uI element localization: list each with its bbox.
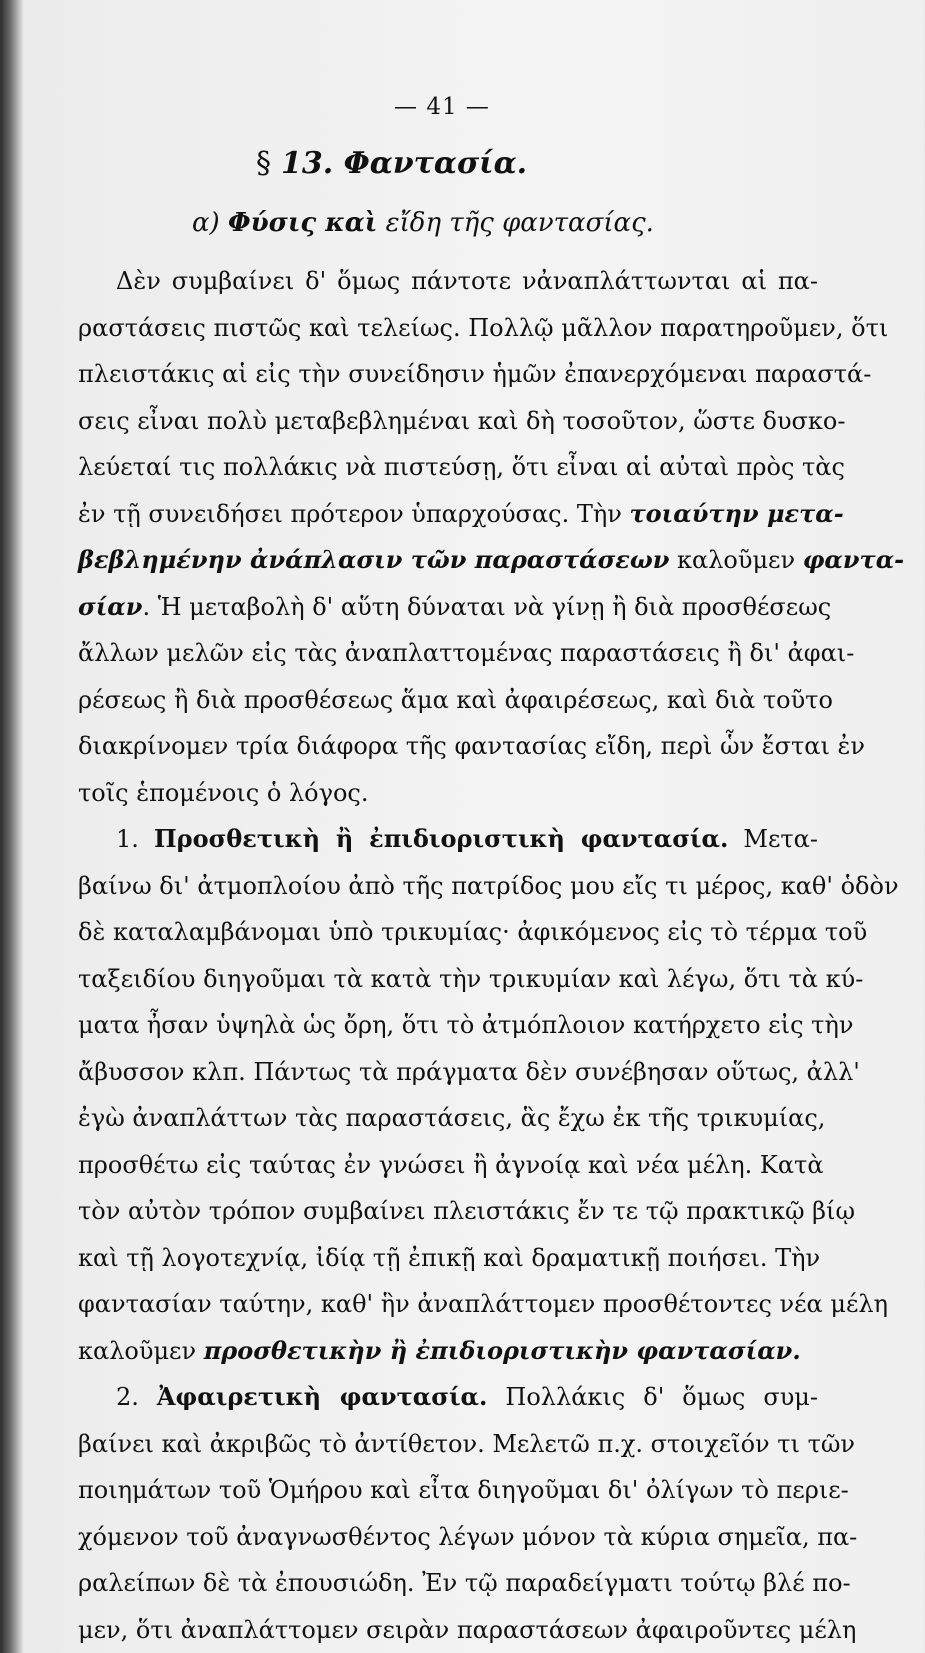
- text-line: [78, 537, 818, 584]
- text-line: ποιημάτων τοῦ Ὁμήρου καὶ εἶτα διηγοῦμαι δι' ὀλίγων τὸ περιε-: [78, 1467, 818, 1514]
- text-line: χόμενον τοῦ ἀναγνωσθέντος λέγων μόνον τὰ κύρια σημεῖα, πα-: [78, 1514, 818, 1561]
- subsection-title-bold: Φύσις καὶ: [228, 208, 377, 238]
- item-heading: Ἀφαιρετικὴ φαντασία.: [157, 1382, 487, 1411]
- text-run: Πολλάκις δ' ὅμως συμ-: [505, 1383, 818, 1411]
- text-line: [78, 816, 818, 863]
- item-number: 1.: [116, 825, 139, 853]
- text-line: πλειστάκις αἱ εἰς τὴν συνείδησιν ἡμῶν ἐπανερχόμεναι παραστά-: [78, 351, 818, 398]
- text-line: ματα ἦσαν ὑψηλὰ ὡς ὄρη, ὅτι τὸ ἀτμόπλοιον κατήρχετο εἰς τὴν: [78, 1002, 818, 1049]
- text-line: ἄλλων μελῶν εἰς τὰς ἀναπλαττομένας παραστάσεις ἢ δι' ἀφαι-: [78, 630, 818, 677]
- text-line: ταξειδίου διηγοῦμαι τὰ κατὰ τὴν τρικυμίαν καὶ λέγω, ὅτι τὰ κύ-: [78, 956, 818, 1003]
- text-line: βαίνω δι' ἀτμοπλοίου ἀπὸ τῆς πατρίδος μου εἴς τι μέρος, καθ' ὁδὸν: [78, 863, 818, 910]
- text-line: Δὲν συμβαίνει δ' ὅμως πάντοτε νἀναπλάττωνται αἱ πα-: [78, 258, 818, 305]
- body-text: [78, 258, 818, 1653]
- text-line: ρέσεως ἢ διὰ προσθέσεως ἅμα καὶ ἀφαιρέσεως, καὶ διὰ τοῦτο: [78, 677, 818, 724]
- text-line: σεις εἶναι πολὺ μεταβεβλημέναι καὶ δὴ τοσοῦτον, ὥστε δυσκο-: [78, 398, 818, 445]
- text-line: φαντασίαν ταύτην, καθ' ἣν ἀναπλάττομεν προσθέτοντες νέα μέλη: [78, 1281, 818, 1328]
- text-run: καλοῦμεν: [677, 546, 795, 574]
- emphasis-term: βεβλημένην ἀνάπλασιν τῶν παραστάσεων: [78, 545, 669, 574]
- text-line: [78, 1328, 818, 1375]
- section-heading: [256, 146, 527, 181]
- text-line: ραλείπων δὲ τὰ ἐπουσιώδη. Ἐν τῷ παραδείγματι τούτῳ βλέ πο-: [78, 1560, 818, 1607]
- text-line: τοῖς ἑπομένοις ὁ λόγος.: [78, 770, 818, 817]
- emphasis-term: σίαν: [78, 592, 142, 621]
- text-line: ἄβυσσον κλπ. Πάντως τὰ πράγματα δὲν συνέβησαν οὕτως, ἀλλ': [78, 1049, 818, 1096]
- emphasis-term: φαντα-: [803, 545, 904, 574]
- item-heading: Προσθετικὴ ἢ ἐπιδιοριστικὴ φαντασία.: [154, 824, 728, 853]
- subsection-title-rest: εἴδη τῆς φαντασίας.: [386, 208, 654, 238]
- emphasis-term: τοιαύτην μετα-: [629, 499, 843, 528]
- text-line: ἐγὼ ἀναπλάττων τὰς παραστάσεις, ἃς ἔχω ἐκ τῆς τρικυμίας,: [78, 1095, 818, 1142]
- subsection-marker: α): [192, 208, 220, 238]
- text-run: καλοῦμεν: [78, 1337, 196, 1365]
- text-line: [78, 584, 818, 631]
- text-run: ἐν τῇ συνειδήσει πρότερον ὑπαρχούσας. Τὴν: [78, 500, 622, 528]
- text-line: δὲ καταλαμβάνομαι ὑπὸ τρικυμίας· ἀφικόμενος εἰς τὸ τέρμα τοῦ: [78, 909, 818, 956]
- book-page: [30, 0, 925, 1500]
- text-line: λεύεταί τις πολλάκις νὰ πιστεύσῃ, ὅτι εἶναι αἱ αὐταὶ πρὸς τὰς: [78, 444, 818, 491]
- text-line: βαίνει καὶ ἀκριβῶς τὸ ἀντίθετον. Μελετῶ π.χ. στοιχεῖόν τι τῶν: [78, 1421, 818, 1468]
- text-line: διακρίνομεν τρία διάφορα τῆς φαντασίας εἴδη, περὶ ὧν ἔσται ἐν: [78, 723, 818, 770]
- text-line: προσθέτω εἰς ταύτας ἐν γνώσει ἢ ἀγνοίᾳ καὶ νέα μέλη. Κατὰ: [78, 1142, 818, 1189]
- text-line: ραστάσεις πιστῶς καὶ τελείως. Πολλῷ μᾶλλον παρατηροῦμεν, ὅτι: [78, 305, 818, 352]
- text-line: [78, 1374, 818, 1421]
- text-run: Μετα-: [743, 825, 818, 853]
- text-line: μεν, ὅτι ἀναπλάττομεν σειρὰν παραστάσεων ἀφαιροῦντες μέλη: [78, 1607, 818, 1653]
- text-line: καὶ τῇ λογοτεχνίᾳ, ἰδίᾳ τῇ ἐπικῇ καὶ δραματικῇ ποιήσει. Τὴν: [78, 1235, 818, 1282]
- item-number: 2.: [116, 1383, 139, 1411]
- text-line: [78, 491, 818, 538]
- section-title: 13. Φαντασία.: [281, 146, 527, 181]
- page-number: — 41 —: [362, 94, 522, 120]
- text-line: τὸν αὐτὸν τρόπον συμβαίνει πλειστάκις ἔν τε τῷ πρακτικῷ βίῳ: [78, 1188, 818, 1235]
- emphasis-term: προσθετικὴν ἢ ἐπιδιοριστικὴν φαντασίαν.: [204, 1336, 801, 1365]
- subsection-heading: [192, 208, 654, 238]
- text-run: . Ἡ μεταβολὴ δ' αὕτη δύναται νὰ γίνῃ ἢ διὰ προσθέσεως: [142, 593, 831, 621]
- section-sign: §: [256, 146, 271, 181]
